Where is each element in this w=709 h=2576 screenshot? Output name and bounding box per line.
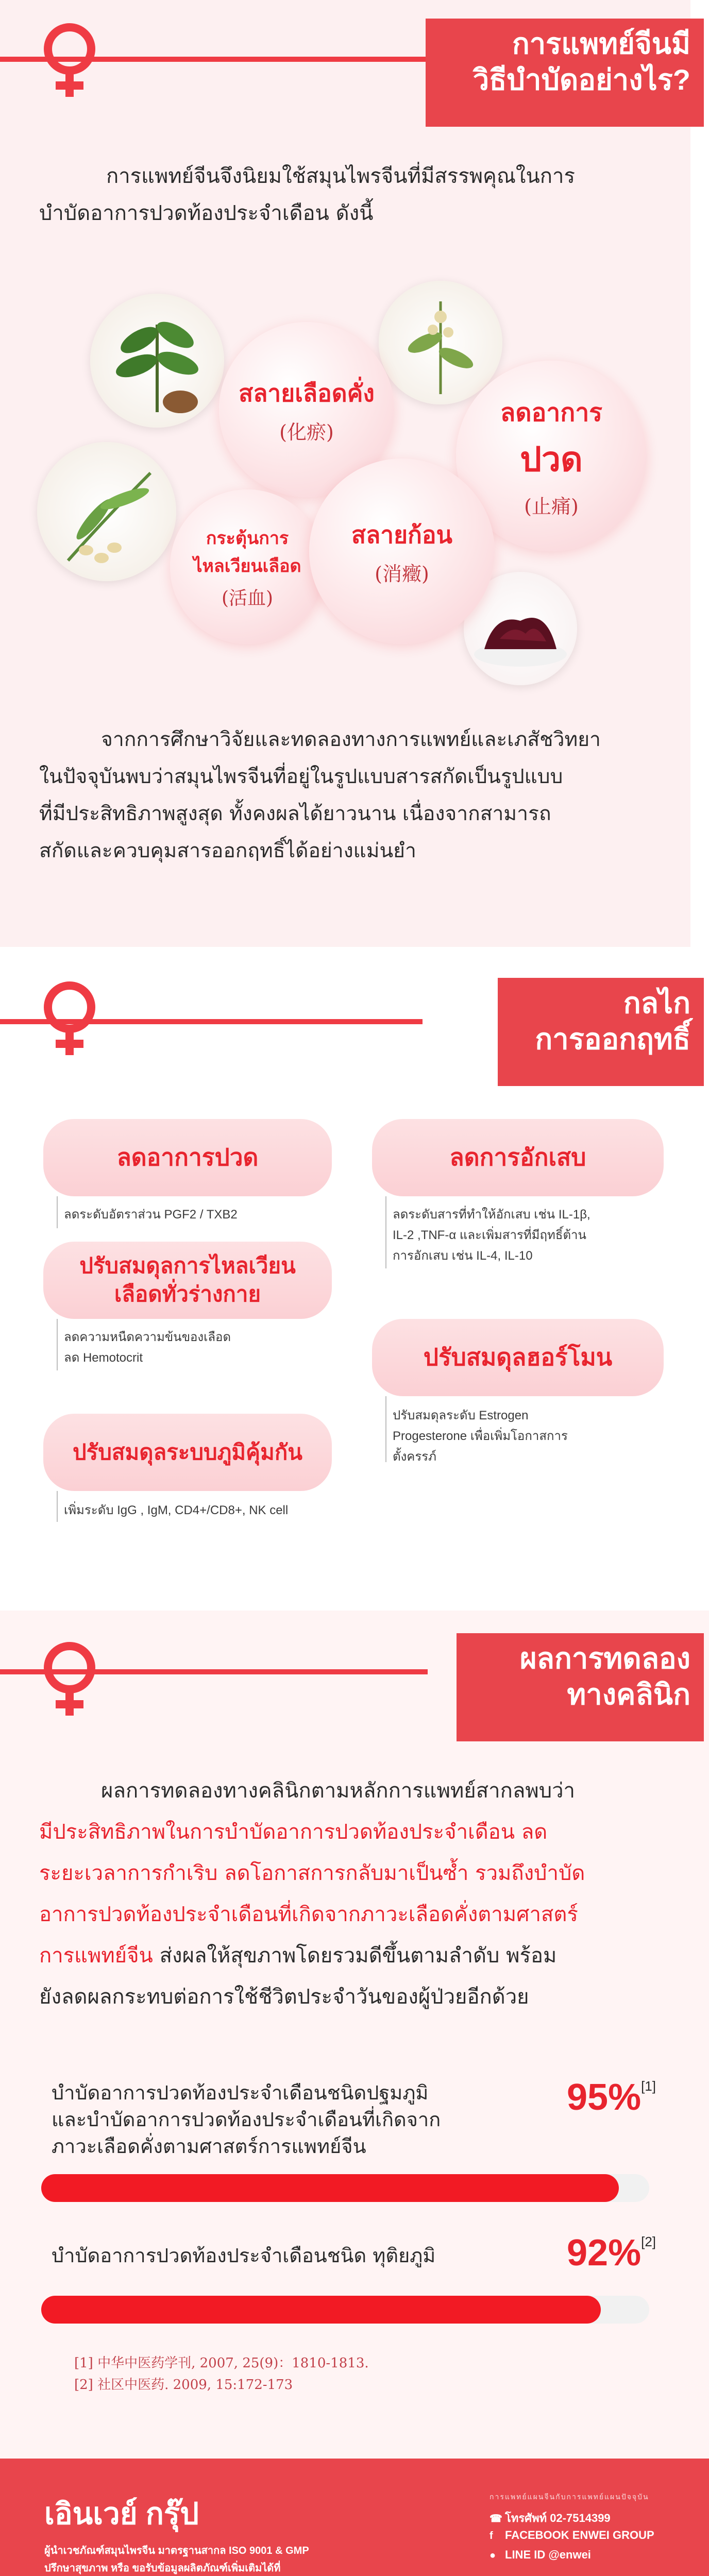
mechanism-desc-line: ลด Hemotocrit: [64, 1351, 143, 1365]
mechanism-reduce-inflammation: [372, 1119, 664, 1196]
clinical-line: [39, 1770, 678, 1811]
tagline: การแพทย์แผนจีนกับการแพทย์แผนปัจจุบัน: [489, 2493, 649, 2501]
stat-value-secondary: [567, 2232, 656, 2274]
mechanism-desc-line: ลดระดับอัตราส่วน PGF2 / TXB2: [64, 1208, 238, 1222]
stat-label-line: บำบัดอาการปวดท้องประจำเดือนชนิด ทุติยภูมิ: [52, 2244, 436, 2267]
section-title: [457, 1633, 704, 1741]
stat-label-secondary: [52, 2242, 515, 2269]
mechanism-desc: [393, 1405, 661, 1467]
connector-line: [57, 1319, 58, 1370]
stat-value: 92%: [567, 2232, 642, 2274]
mechanism-desc: [393, 1205, 661, 1266]
section-title: [426, 19, 704, 127]
mechanism-label: ลดการอักเสบ: [449, 1144, 586, 1171]
clinical-line: [39, 1976, 678, 2018]
bubble-label: สลายเลือดคั่ง: [239, 380, 375, 406]
female-symbol-icon: [31, 1639, 108, 1717]
stat-value-primary: [567, 2076, 656, 2119]
bubble-label-2: ไหลเวียนเลือด: [193, 556, 301, 576]
research-paragraph: [39, 721, 683, 870]
line-icon: ●: [489, 2550, 496, 2561]
references: [74, 2352, 369, 2396]
title-line-2: การออกฤทธิ์: [535, 1023, 690, 1055]
highlight-text: อาการปวดท้องประจำเดือนที่เกิดจากภาวะเลือดคั่งตามศาสตร์: [39, 1903, 578, 1926]
mechanism-desc-line: Progesterone เพื่อเพิ่มโอกาสการ: [393, 1429, 568, 1443]
clinical-line: [39, 1894, 678, 1935]
mechanism-desc: [64, 1500, 373, 1521]
stat-label-line: บำบัดอาการปวดท้องประจำเดือนชนิดปฐมภูมิ: [52, 2081, 429, 2104]
herb-image-seeds: [37, 442, 176, 581]
contact-phone[interactable]: [489, 2509, 611, 2527]
bubble-label: ลดอาการ: [500, 399, 603, 427]
mechanism-label: ลดอาการปวด: [116, 1144, 259, 1171]
bubble-chinese: (化瘀): [279, 421, 334, 444]
highlight-text: การแพทย์จีน: [39, 1944, 153, 1968]
mechanism-balance-circulation: [43, 1242, 332, 1319]
title-line-1: การแพทย์จีนมี: [512, 27, 690, 60]
mechanism-label: ปรับสมดุลระบบภูมิคุ้มกัน: [73, 1439, 302, 1464]
connector-line: [385, 1396, 386, 1462]
mechanism-desc-line: ลดความหนืดความข้นของเลือด: [64, 1330, 231, 1344]
intro-paragraph: [39, 158, 673, 232]
bubble-dissolve-mass: [309, 459, 495, 644]
stat-label-line: ภาวะเลือดคั่งตามศาสตร์การแพทย์จีน: [52, 2135, 366, 2158]
mechanism-desc-line: ลดระดับสารที่ทำให้อักเสบ เช่น IL-1β,: [393, 1208, 590, 1222]
intro-line-2: บำบัดอาการปวดท้องประจำเดือน ดังนี้: [39, 201, 374, 225]
clinical-line: [39, 1853, 678, 1894]
stat-value: 95%: [567, 2077, 642, 2118]
female-symbol-icon: [31, 21, 108, 98]
title-line-1: ผลการทดลอง: [519, 1642, 690, 1674]
mechanism-desc: [64, 1205, 332, 1225]
mechanism-label: ปรับสมดุลการไหลเวียน: [79, 1253, 296, 1278]
herb-image-flower: [379, 281, 502, 404]
connector-line: [57, 1491, 58, 1522]
section-treatment: [0, 0, 709, 947]
intro-line-1: การแพทย์จีนจึงนิยมใช้สมุนไพรจีนที่มีสรรพคุณในการ: [106, 164, 575, 188]
title-line-2: วิธีบำบัดอย่างไร?: [472, 63, 690, 96]
mechanism-balance-hormones: [372, 1319, 664, 1396]
research-line-2: ในปัจจุบันพบว่าสมุนไพรจีนที่อยู่ในรูปแบบสารสกัดเป็นรูปแบบ: [39, 765, 563, 788]
title-line-2: ทางคลินิก: [567, 1678, 690, 1710]
section-title: [498, 978, 704, 1086]
mechanism-label-2: เลือดทั่วร่างกาย: [114, 1282, 261, 1306]
highlight-text: ระยะเวลาการกำเริบ ลดโอกาสการกลับมาเป็นซ้ำ รวมถึงบำบัด: [39, 1861, 585, 1885]
connector-line: [57, 1196, 58, 1228]
herb-image-leaves: [90, 294, 224, 428]
title-line-1: กลไก: [623, 987, 690, 1019]
mechanism-desc-line: เพิ่มระดับ IgG , IgM, CD4+/CD8+, NK cell: [64, 1503, 289, 1517]
research-line-4: สกัดและควบคุมสารออกฤทธิ์ได้อย่างแม่นยำ: [39, 839, 416, 862]
progress-fill-primary: [41, 2174, 619, 2202]
line-text: LINE ID @enwei: [505, 2548, 591, 2561]
female-symbol-icon: [31, 979, 108, 1056]
research-line-1: จากการศึกษาวิจัยและทดลองทางการแพทย์และเภสัชวิทยา: [101, 728, 601, 751]
contact-facebook[interactable]: [489, 2529, 654, 2542]
section-mechanism: [0, 947, 709, 1611]
mechanism-desc-line: ตั้งครรภ์: [393, 1450, 436, 1464]
research-line-3: ที่มีประสิทธิภาพสูงสุด ทั้งคงผลได้ยาวนาน เนื่องจากสามารถ: [39, 802, 551, 825]
progress-fill-secondary: [41, 2296, 601, 2324]
facebook-icon: f: [489, 2530, 493, 2541]
side-strip: [690, 0, 709, 947]
body-text: ผลการทดลองทางคลินิกตามหลักการแพทย์สากลพบว่า: [101, 1779, 576, 1803]
mechanism-desc: [64, 1327, 332, 1368]
stat-ref: [1]: [641, 2078, 656, 2094]
highlight-text: มีประสิทธิภาพในการบำบัดอาการปวดท้องประจำเดือน ลด: [39, 1820, 548, 1844]
mechanism-desc-line: การอักเสบ เช่น IL-4, IL-10: [393, 1249, 533, 1263]
phone-icon: ☎: [489, 2513, 502, 2524]
bubble-chinese: (活血): [221, 587, 274, 609]
progress-track-secondary: [41, 2296, 649, 2324]
mechanism-reduce-pain: [43, 1119, 332, 1196]
body-text: ส่งผลให้สุขภาพโดยรวมดีขึ้นตามลำดับ พร้อม: [153, 1944, 557, 1968]
connector-line: [385, 1196, 386, 1268]
reference-item: [2] 社区中医药. 2009, 15:172-173: [74, 2377, 293, 2393]
reference-item: [1] 中华中医药学刊, 2007, 25(9)：1810-1813.: [74, 2355, 369, 2371]
progress-track-primary: [41, 2174, 649, 2202]
bubble-chinese: (消癥): [375, 563, 429, 585]
mechanism-label: ปรับสมดุลฮอร์โมน: [423, 1344, 613, 1371]
bubble-stimulate-circulation: [170, 489, 325, 644]
stat-ref: [2]: [641, 2234, 656, 2249]
clinical-line: [39, 1811, 678, 1853]
facebook-text: FACEBOOK ENWEI GROUP: [505, 2529, 654, 2541]
bubble-label: สลายก้อน: [351, 521, 452, 548]
bubble-label-2: ปวด: [520, 440, 583, 478]
stat-label-primary: [52, 2079, 515, 2160]
stat-label-line: และบำบัดอาการปวดท้องประจำเดือนที่เกิดจาก: [52, 2108, 441, 2131]
mechanism-desc-line: ปรับสมดุลระดับ Estrogen: [393, 1409, 529, 1422]
bubble-label: กระตุ้นการ: [206, 528, 289, 548]
mechanism-desc-line: IL-2 ,TNF-α และเพิ่มสารที่มีฤทธิ์ต้าน: [393, 1228, 586, 1242]
clinical-paragraph: [39, 1770, 678, 2018]
brand-subtitle: ผู้นำเวชภัณฑ์สมุนไพรจีน มาตรฐานสากล ISO 9001 & GMP: [44, 2545, 309, 2556]
footer: [0, 2459, 709, 2576]
contact-line[interactable]: [489, 2548, 591, 2562]
body-text: ยังลดผลกระทบต่อการใช้ชีวิตประจำวันของผู้ป่วยอีกด้วย: [39, 1985, 529, 2009]
contact-prompt: ปรึกษาสุขภาพ หรือ ขอรับข้อมูลผลิตภัณฑ์เพิ่มเติมได้ที่: [44, 2563, 281, 2574]
bubble-chinese: (止痛): [524, 495, 579, 518]
clinical-line: [39, 1935, 678, 1976]
phone-text: โทรศัพท์ 02-7514399: [505, 2512, 611, 2524]
brand-name: เอินเวย์ กรุ๊ป: [44, 2497, 199, 2531]
section-clinical: [0, 1611, 709, 2459]
mechanism-balance-immune: [43, 1414, 332, 1491]
